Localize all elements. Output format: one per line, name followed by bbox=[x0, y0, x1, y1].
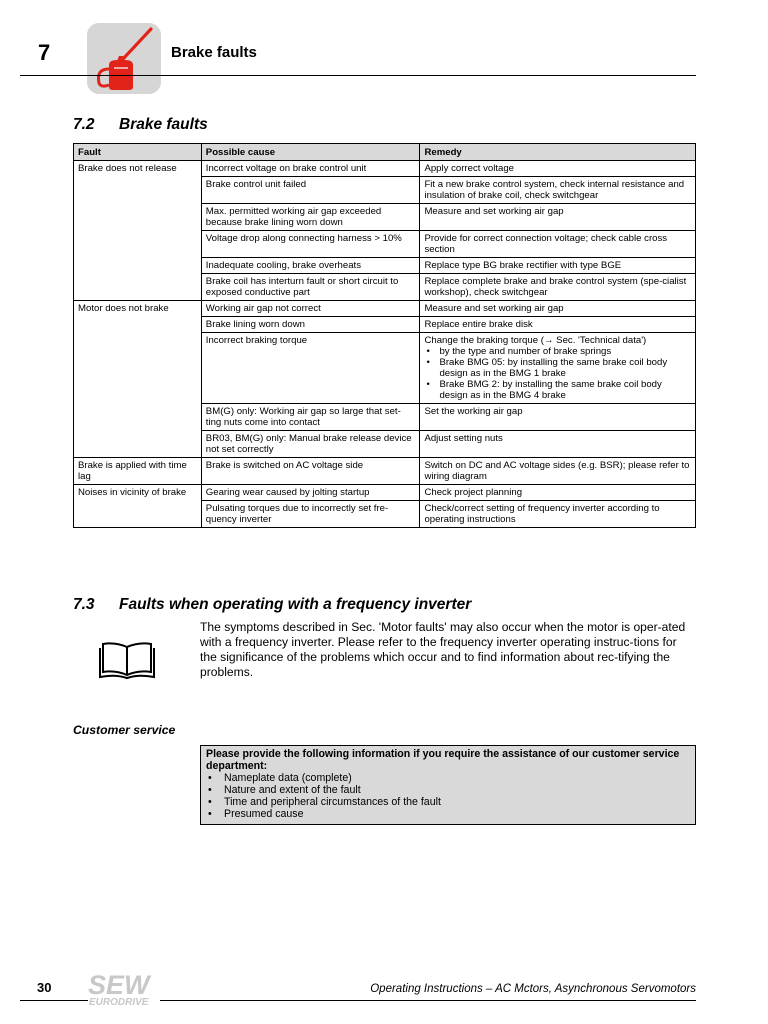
column-header-remedy: Remedy bbox=[420, 144, 696, 161]
cause-cell: Max. permitted working air gap exceeded because brake lining worn down bbox=[201, 204, 420, 231]
table-row bbox=[74, 501, 696, 528]
section-number: 7.3 bbox=[73, 596, 95, 613]
fault-cell bbox=[74, 274, 202, 301]
cause-cell: Working air gap not correct bbox=[201, 301, 420, 317]
cause-cell: Brake lining worn down bbox=[201, 317, 420, 333]
fault-cell: Noises in vicinity of brake bbox=[74, 485, 202, 501]
brake-faults-table bbox=[73, 143, 696, 528]
cause-cell: Voltage drop along connecting harness > 10% bbox=[201, 231, 420, 258]
fault-cell bbox=[74, 404, 202, 431]
cause-cell: Inadequate cooling, brake overheats bbox=[201, 258, 420, 274]
remedy-cell: Replace entire brake disk bbox=[420, 317, 696, 333]
remedy-cell: Switch on DC and AC voltage sides (e.g. BSR); please refer to wiring diagram bbox=[420, 458, 696, 485]
remedy-cell: Fit a new brake control system, check internal resistance and insulation of brake coil, check switchgear bbox=[420, 177, 696, 204]
fault-cell bbox=[74, 204, 202, 231]
logo-text: SEW bbox=[88, 970, 150, 1000]
remedy-cell: Check project planning bbox=[420, 485, 696, 501]
remedy-cell: Set the working air gap bbox=[420, 404, 696, 431]
cause-cell: Brake is switched on AC voltage side bbox=[201, 458, 420, 485]
cause-cell: Brake control unit failed bbox=[201, 177, 420, 204]
remedy-cell bbox=[420, 333, 696, 404]
oil-can-icon bbox=[87, 23, 161, 94]
remedy-cell: Adjust setting nuts bbox=[420, 431, 696, 458]
cause-cell: Brake coil has interturn fault or short circuit to exposed conductive part bbox=[201, 274, 420, 301]
customer-service-box bbox=[200, 745, 696, 825]
footer-rule bbox=[160, 1000, 696, 1001]
table-header-row bbox=[74, 144, 696, 161]
cause-cell: Pulsating torques due to incorrectly set fre-quency inverter bbox=[201, 501, 420, 528]
sew-eurodrive-logo bbox=[86, 970, 164, 1013]
page-number: 30 bbox=[37, 980, 52, 995]
remedy-cell: Check/correct setting of frequency inverter according to operating instructions bbox=[420, 501, 696, 528]
table-row bbox=[74, 274, 696, 301]
section-body-text: The symptoms described in Sec. 'Motor faults' may also occur when the motor is oper-ated with a frequency inverter. Please refer to the frequency inverter operating instruc-tions for the significance of the problems which occur and to find information about rec-tifying the problems. bbox=[200, 620, 686, 679]
cause-cell: Gearing wear caused by jolting startup bbox=[201, 485, 420, 501]
fault-cell bbox=[74, 231, 202, 258]
table-row bbox=[74, 485, 696, 501]
list-item: • Time and peripheral circumstances of the fault bbox=[206, 796, 690, 808]
table-row bbox=[74, 258, 696, 274]
list-item: • Nameplate data (complete) bbox=[206, 772, 690, 784]
fault-cell bbox=[74, 177, 202, 204]
customer-service-list bbox=[206, 772, 690, 820]
section-number: 7.2 bbox=[73, 116, 95, 133]
remedy-lead: Change the braking torque (→ Sec. 'Technical data') bbox=[424, 335, 647, 346]
column-header-cause: Possible cause bbox=[201, 144, 420, 161]
section-title: Faults when operating with a frequency inverter bbox=[119, 596, 472, 613]
table-row bbox=[74, 204, 696, 231]
footer-rule-left bbox=[20, 1000, 88, 1001]
remedy-list-item: • by the type and number of brake springs bbox=[424, 346, 691, 357]
remedy-cell: Replace complete brake and brake control system (spe-cialist workshop), check switchgear bbox=[420, 274, 696, 301]
fault-cell: Brake is applied with time lag bbox=[74, 458, 202, 485]
cause-cell: Incorrect voltage on brake control unit bbox=[201, 161, 420, 177]
table-row bbox=[74, 317, 696, 333]
header-title: Brake faults bbox=[171, 44, 257, 61]
remedy-cell: Apply correct voltage bbox=[420, 161, 696, 177]
list-item: • Nature and extent of the fault bbox=[206, 784, 690, 796]
fault-cell bbox=[74, 317, 202, 333]
remedy-cell: Replace type BG brake rectifier with type BGE bbox=[420, 258, 696, 274]
book-icon bbox=[99, 640, 155, 685]
section-title: Brake faults bbox=[119, 116, 208, 133]
table-row bbox=[74, 404, 696, 431]
list-item: • Presumed cause bbox=[206, 808, 690, 820]
table-row bbox=[74, 458, 696, 485]
fault-cell bbox=[74, 333, 202, 404]
remedy-cell: Measure and set working air gap bbox=[420, 301, 696, 317]
remedy-list bbox=[424, 346, 691, 401]
fault-cell: Brake does not release bbox=[74, 161, 202, 177]
fault-cell bbox=[74, 258, 202, 274]
table-row bbox=[74, 301, 696, 317]
logo-subtext: EURODRIVE bbox=[89, 997, 149, 1008]
header-rule bbox=[20, 75, 696, 76]
section-heading-7-2 bbox=[73, 116, 208, 134]
remedy-cell: Measure and set working air gap bbox=[420, 204, 696, 231]
table-row bbox=[74, 231, 696, 258]
fault-cell bbox=[74, 431, 202, 458]
fault-cell: Motor does not brake bbox=[74, 301, 202, 317]
table-row bbox=[74, 431, 696, 458]
customer-service-lead: Please provide the following information if you require the assistance of our customer service department: bbox=[206, 748, 680, 772]
section-heading-7-3 bbox=[73, 596, 471, 614]
footer-text: Operating Instructions – AC Mctors, Asynchronous Servomotors bbox=[370, 983, 696, 995]
cause-cell: Incorrect braking torque bbox=[201, 333, 420, 404]
chapter-number: 7 bbox=[38, 40, 51, 65]
fault-cell bbox=[74, 501, 202, 528]
table-row bbox=[74, 177, 696, 204]
remedy-list-item: • Brake BMG 05: by installing the same brake coil body design as in the BMG 1 brake bbox=[424, 357, 691, 379]
table-row bbox=[74, 333, 696, 404]
column-header-fault: Fault bbox=[74, 144, 202, 161]
remedy-list-item: • Brake BMG 2: by installing the same brake coil body design as in the BMG 4 brake bbox=[424, 379, 691, 401]
remedy-cell: Provide for correct connection voltage; check cable cross section bbox=[420, 231, 696, 258]
cause-cell: BM(G) only: Working air gap so large that set-ting nuts come into contact bbox=[201, 404, 420, 431]
customer-service-title: Customer service bbox=[73, 723, 176, 737]
cause-cell: BR03, BM(G) only: Manual brake release device not set correctly bbox=[201, 431, 420, 458]
table-row bbox=[74, 161, 696, 177]
